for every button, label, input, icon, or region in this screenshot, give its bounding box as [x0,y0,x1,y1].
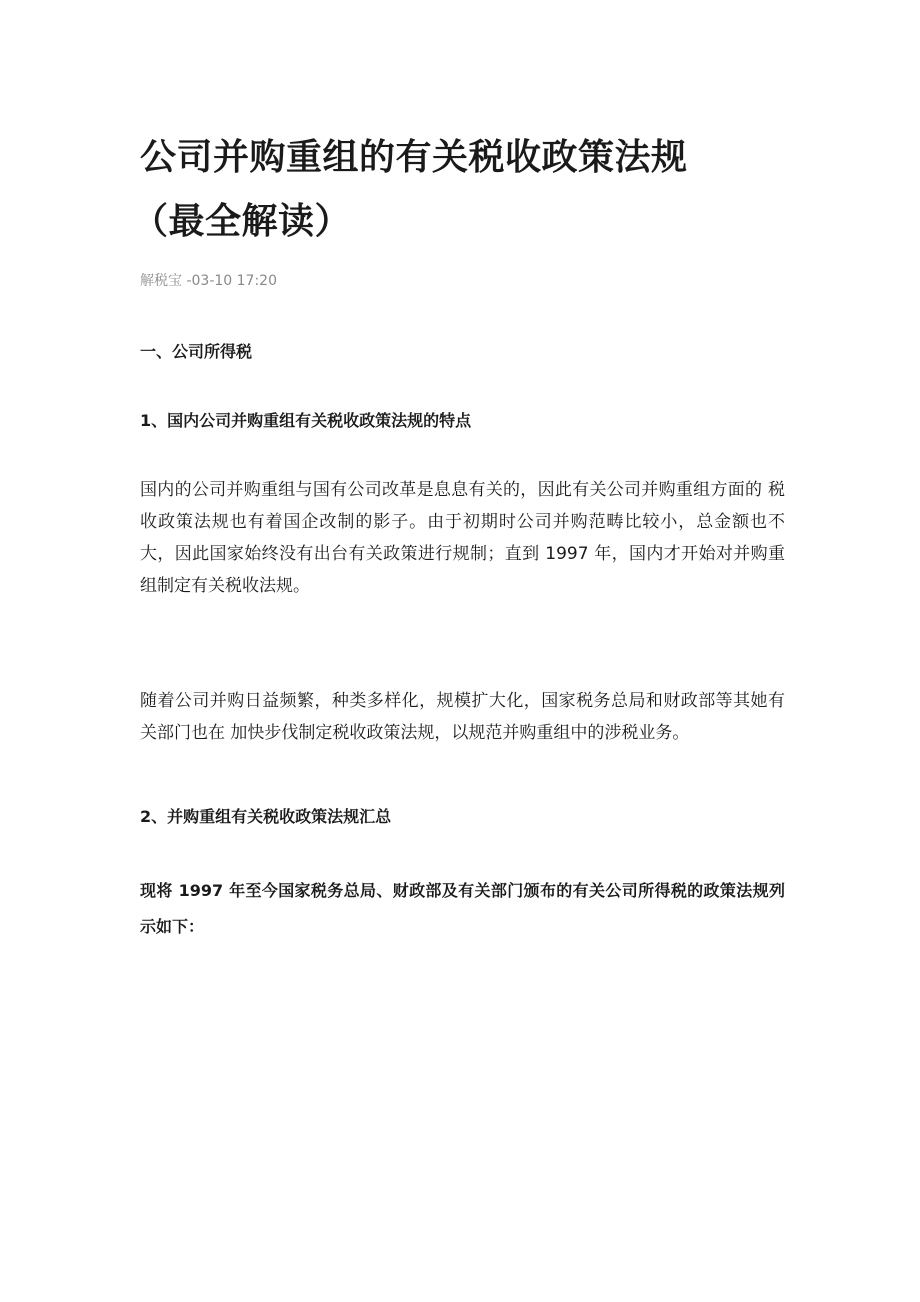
subsection-heading-characteristics: 1、国内公司并购重组有关税收政策法规的特点 [140,411,472,430]
title-line-2: （最全解读） [132,201,352,242]
paragraph-3-bold: 现将 1997 年至今国家税务总局、财政部及有关部门颁布的有关公司所得税的政策法规列示如下： [140,881,785,936]
title-line-1: 公司并购重组的有关税收政策法规 [140,137,688,178]
article-meta: 解税宝 -03-10 17:20 [140,273,277,289]
subsection-heading-summary: 2、并购重组有关税收政策法规汇总 [140,807,392,826]
paragraph-2: 随着公司并购日益频繁，种类多样化，规模扩大化，国家税务总局和财政部等其她有关部门也在 加快步伐制定税收政策法规，以规范并购重组中的涉税业务。 [140,691,785,743]
section-heading-corporate-income-tax: 一、公司所得税 [140,342,253,361]
paragraph-1: 国内的公司并购重组与国有公司改革是息息有关的，因此有关公司并购重组方面的 税收政策法规也有着国企改制的影子。由于初期时公司并购范畴比较小，总金额也不大，因此国家始终没有出台有关政策进行规制；直到 1997 年，国内才开始对并购重组制定有关税收法规。 [140,480,785,596]
page-title [132,126,785,254]
